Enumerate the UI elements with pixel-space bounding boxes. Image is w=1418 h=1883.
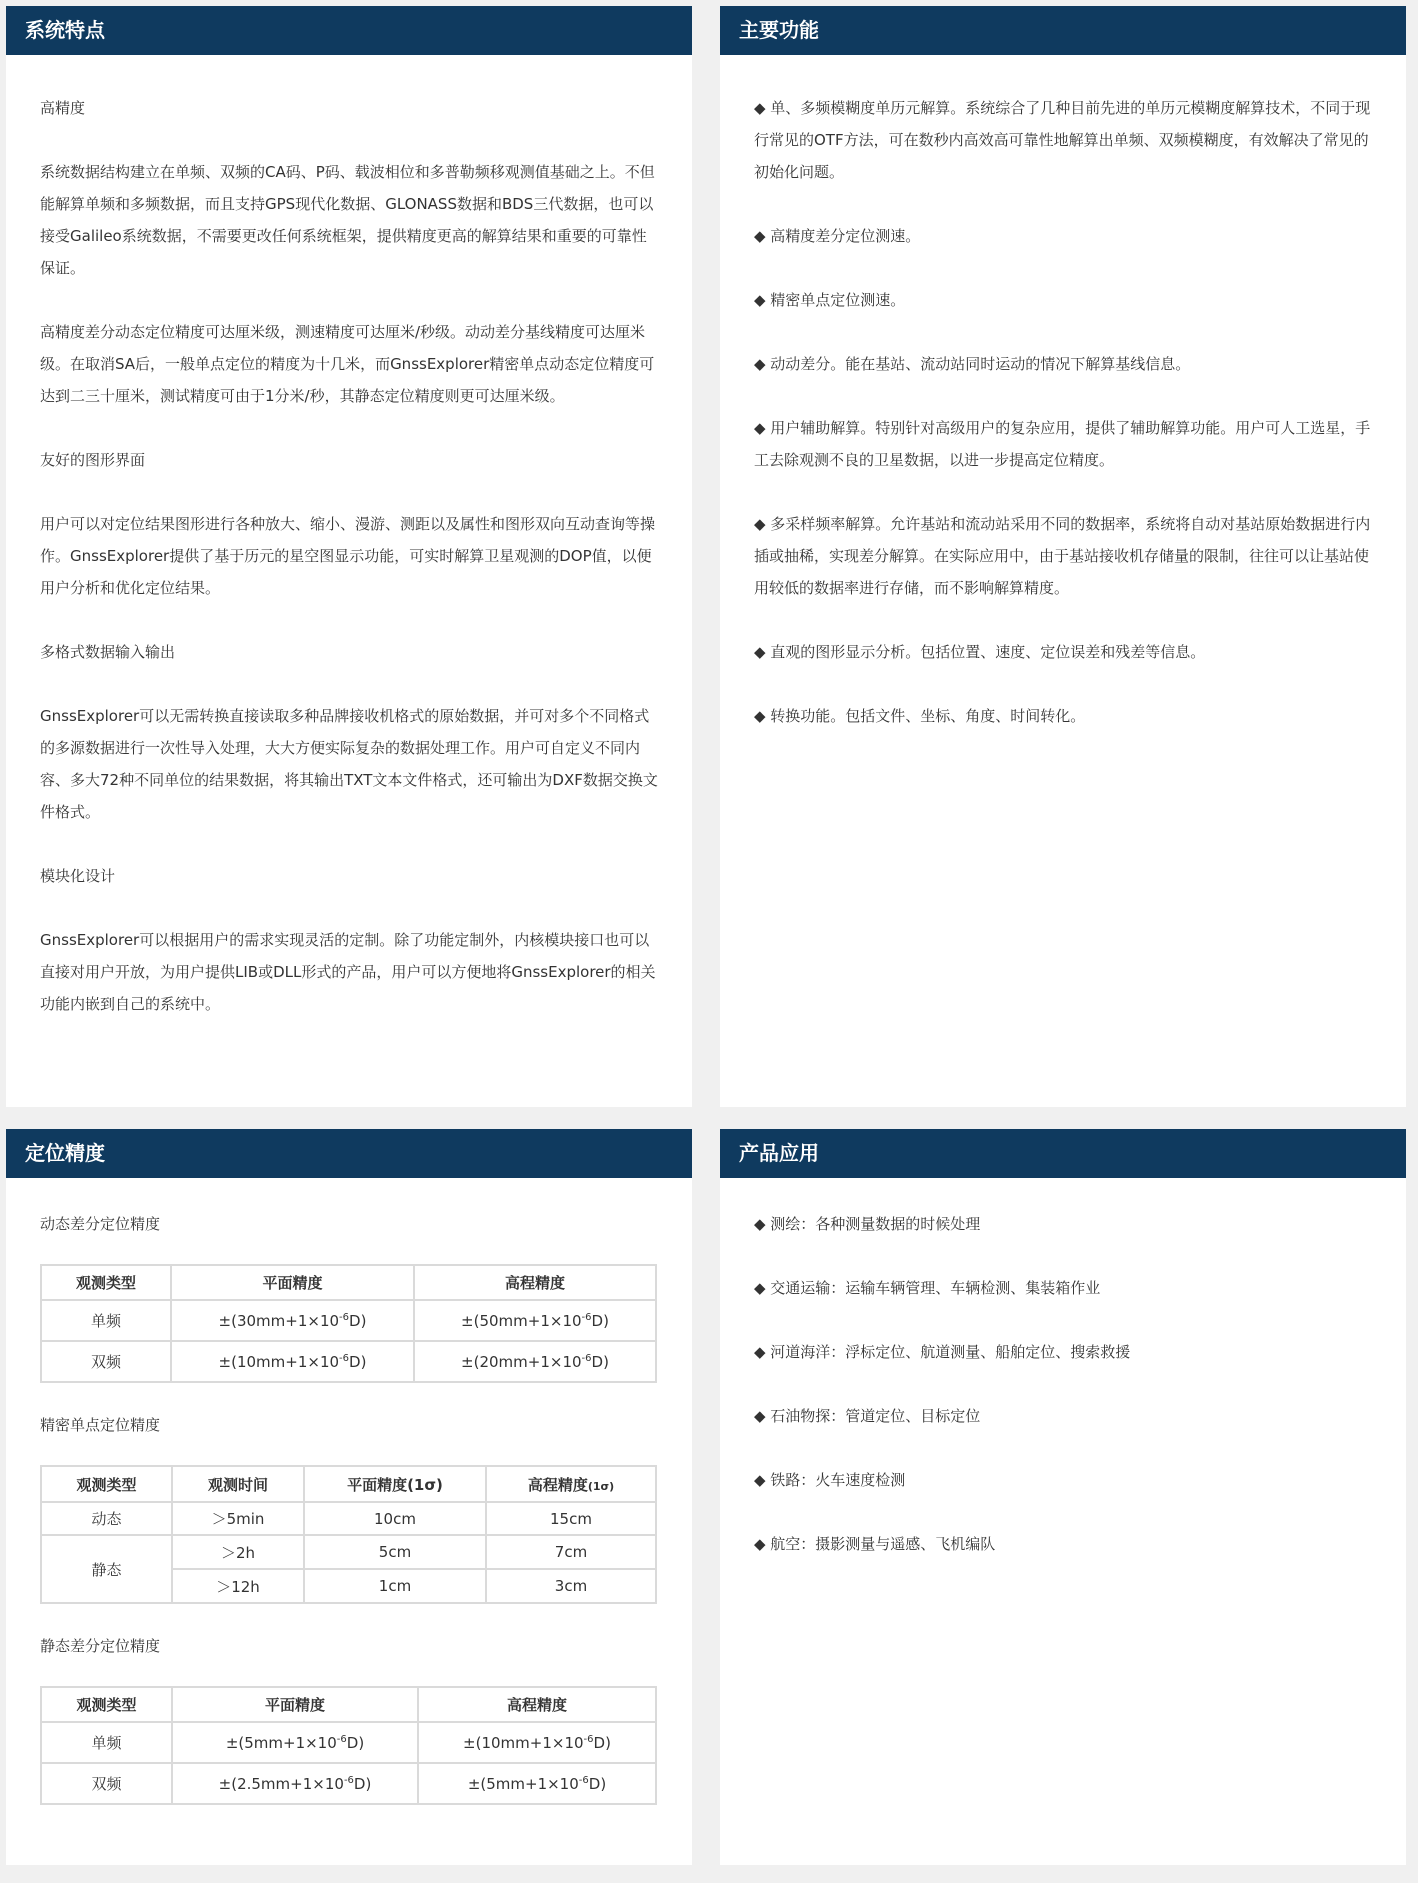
table-header: 平面精度	[172, 1687, 418, 1722]
table-header: 高程精度(1σ)	[486, 1466, 656, 1502]
function-item: ◆ 动动差分。能在基站、流动站同时运动的情况下解算基线信息。	[754, 355, 1191, 373]
table-cell: 单频	[41, 1722, 172, 1763]
table-cell: $\pm(10mm+1\times 10^{-6}D)$	[418, 1722, 656, 1763]
feature-heading-precision: 高精度	[40, 99, 86, 117]
table-cell: 双频	[41, 1341, 171, 1382]
table-cell: ＞2h	[172, 1535, 304, 1569]
table-row	[41, 1722, 656, 1763]
application-item: ◆ 测绘：各种测量数据的时候处理	[754, 1215, 981, 1233]
dynamic-accuracy-table	[40, 1264, 657, 1383]
table-header: 平面精度	[171, 1265, 414, 1300]
dynamic-caption: 动态差分定位精度	[40, 1215, 161, 1233]
table-cell: $\pm(5mm+1\times 10^{-6}D)$	[172, 1722, 418, 1763]
table-header: 高程精度	[414, 1265, 656, 1300]
accuracy-body	[6, 1178, 692, 1805]
table-cell: 单频	[41, 1300, 171, 1341]
function-item: ◆ 多采样频率解算。允许基站和流动站采用不同的数据率，系统将自动对基站原始数据进行内插或抽稀，实现差分解算。在实际应用中，由于基站接收机存储量的限制，往往可以让基站使用较低的数据率进行存储，而不影响解算精度。	[754, 515, 1371, 597]
application-item: ◆ 航空：摄影测量与遥感、飞机编队	[754, 1535, 996, 1553]
table-cell: $\pm(30mm+1\times 10^{-6}D)$	[171, 1300, 414, 1341]
table-cell: 3cm	[486, 1569, 656, 1603]
function-item: ◆ 用户辅助解算。特别针对高级用户的复杂应用，提供了辅助解算功能。用户可人工选星，手工去除观测不良的卫星数据，以进一步提高定位精度。	[754, 419, 1371, 469]
table-cell: 15cm	[486, 1502, 656, 1535]
table-cell: ＞12h	[172, 1569, 304, 1603]
table-header: 平面精度(1σ)	[304, 1466, 486, 1502]
functions-body	[720, 55, 1406, 732]
static-accuracy-table	[40, 1686, 657, 1805]
table-row	[41, 1763, 656, 1804]
table-cell: ＞5min	[172, 1502, 304, 1535]
table-cell: $\pm(50mm+1\times 10^{-6}D)$	[414, 1300, 656, 1341]
application-item: ◆ 河道海洋：浮标定位、航道测量、船舶定位、搜索救援	[754, 1343, 1131, 1361]
applications-body	[720, 1178, 1406, 1560]
feature-text-modular: GnssExplorer可以根据用户的需求实现灵活的定制。除了功能定制外，内核模块接口也可以直接对用户开放，为用户提供LIB或DLL形式的产品，用户可以方便地将GnssExplorer的相关功能内嵌到自己的系统中。	[40, 931, 656, 1013]
table-header: 观测类型	[41, 1466, 172, 1502]
table-header: 观测时间	[172, 1466, 304, 1502]
function-item: ◆ 精密单点定位测速。	[754, 291, 906, 309]
accuracy-title: 定位精度	[6, 1129, 692, 1178]
table-header-row	[41, 1687, 656, 1722]
feature-text-format: GnssExplorer可以无需转换直接读取多种品牌接收机格式的原始数据，并可对多个不同格式的多源数据进行一次性导入处理，大大方便实际复杂的数据处理工作。用户可自定义不同内容、多大72种不同单位的结果数据，将其输出TXT文本文件格式，还可输出为DXF数据交换文件格式。	[40, 707, 658, 821]
table-cell: 动态	[41, 1502, 172, 1535]
table-header: 高程精度	[418, 1687, 656, 1722]
table-cell: $\pm(5mm+1\times 10^{-6}D)$	[418, 1763, 656, 1804]
function-item: ◆ 转换功能。包括文件、坐标、角度、时间转化。	[754, 707, 1086, 725]
function-item: ◆ 高精度差分定位测速。	[754, 227, 921, 245]
applications-title: 产品应用	[720, 1129, 1406, 1178]
table-cell: $\pm(10mm+1\times 10^{-6}D)$	[171, 1341, 414, 1382]
static-caption: 静态差分定位精度	[40, 1637, 161, 1655]
table-row	[41, 1502, 656, 1535]
application-item: ◆ 石油物探：管道定位、目标定位	[754, 1407, 981, 1425]
application-item: ◆ 交通运输：运输车辆管理、车辆检测、集装箱作业	[754, 1279, 1101, 1297]
feature-heading-modular: 模块化设计	[40, 867, 116, 885]
features-title: 系统特点	[6, 6, 692, 55]
table-header: 观测类型	[41, 1687, 172, 1722]
table-header-row	[41, 1265, 656, 1300]
application-item: ◆ 铁路：火车速度检测	[754, 1471, 906, 1489]
table-cell: 10cm	[304, 1502, 486, 1535]
ppp-caption: 精密单点定位精度	[40, 1416, 161, 1434]
feature-text-gui: 用户可以对定位结果图形进行各种放大、缩小、漫游、测距以及属性和图形双向互动查询等操作。GnssExplorer提供了基于历元的星空图显示功能，可实时解算卫星观测的DOP值，以便用户分析和优化定位结果。	[40, 515, 656, 597]
feature-heading-format: 多格式数据输入输出	[40, 643, 176, 661]
function-item: ◆ 直观的图形显示分析。包括位置、速度、定位误差和残差等信息。	[754, 643, 1206, 661]
functions-title: 主要功能	[720, 6, 1406, 55]
table-cell: 5cm	[304, 1535, 486, 1569]
ppp-accuracy-table	[40, 1465, 657, 1604]
table-row	[41, 1341, 656, 1382]
features-body	[6, 55, 692, 1020]
table-cell: 1cm	[304, 1569, 486, 1603]
accuracy-panel	[6, 1129, 692, 1865]
functions-panel	[720, 6, 1406, 1107]
function-item: ◆ 单、多频模糊度单历元解算。系统综合了几种目前先进的单历元模糊度解算技术，不同于现行常见的OTF方法，可在数秒内高效高可靠性地解算出单频、双频模糊度，有效解决了常见的初始化问题。	[754, 99, 1371, 181]
table-row	[41, 1535, 656, 1569]
table-header: 观测类型	[41, 1265, 171, 1300]
applications-panel	[720, 1129, 1406, 1865]
table-cell: 静态	[41, 1535, 172, 1603]
table-header-row	[41, 1466, 656, 1502]
feature-text-accuracy: 高精度差分动态定位精度可达厘米级，测速精度可达厘米/秒级。动动差分基线精度可达厘米级。在取消SA后，一般单点定位的精度为十几米，而GnssExplorer精密单点动态定位精度可达到二三十厘米，测试精度可由于1分米/秒，其静态定位精度则更可达厘米级。	[40, 323, 655, 405]
features-panel	[6, 6, 692, 1107]
feature-text-precision: 系统数据结构建立在单频、双频的CA码、P码、载波相位和多普勒频移观测值基础之上。不但能解算单频和多频数据，而且支持GPS现代化数据、GLONASS数据和BDS三代数据，也可以接受Galileo系统数据，不需要更改任何系统框架，提供精度更高的解算结果和重要的可靠性保证。	[40, 163, 655, 277]
table-row	[41, 1300, 656, 1341]
table-cell: 7cm	[486, 1535, 656, 1569]
table-cell: $\pm(2.5mm+1\times 10^{-6}D)$	[172, 1763, 418, 1804]
table-cell: 双频	[41, 1763, 172, 1804]
feature-heading-gui: 友好的图形界面	[40, 451, 146, 469]
table-cell: $\pm(20mm+1\times 10^{-6}D)$	[414, 1341, 656, 1382]
